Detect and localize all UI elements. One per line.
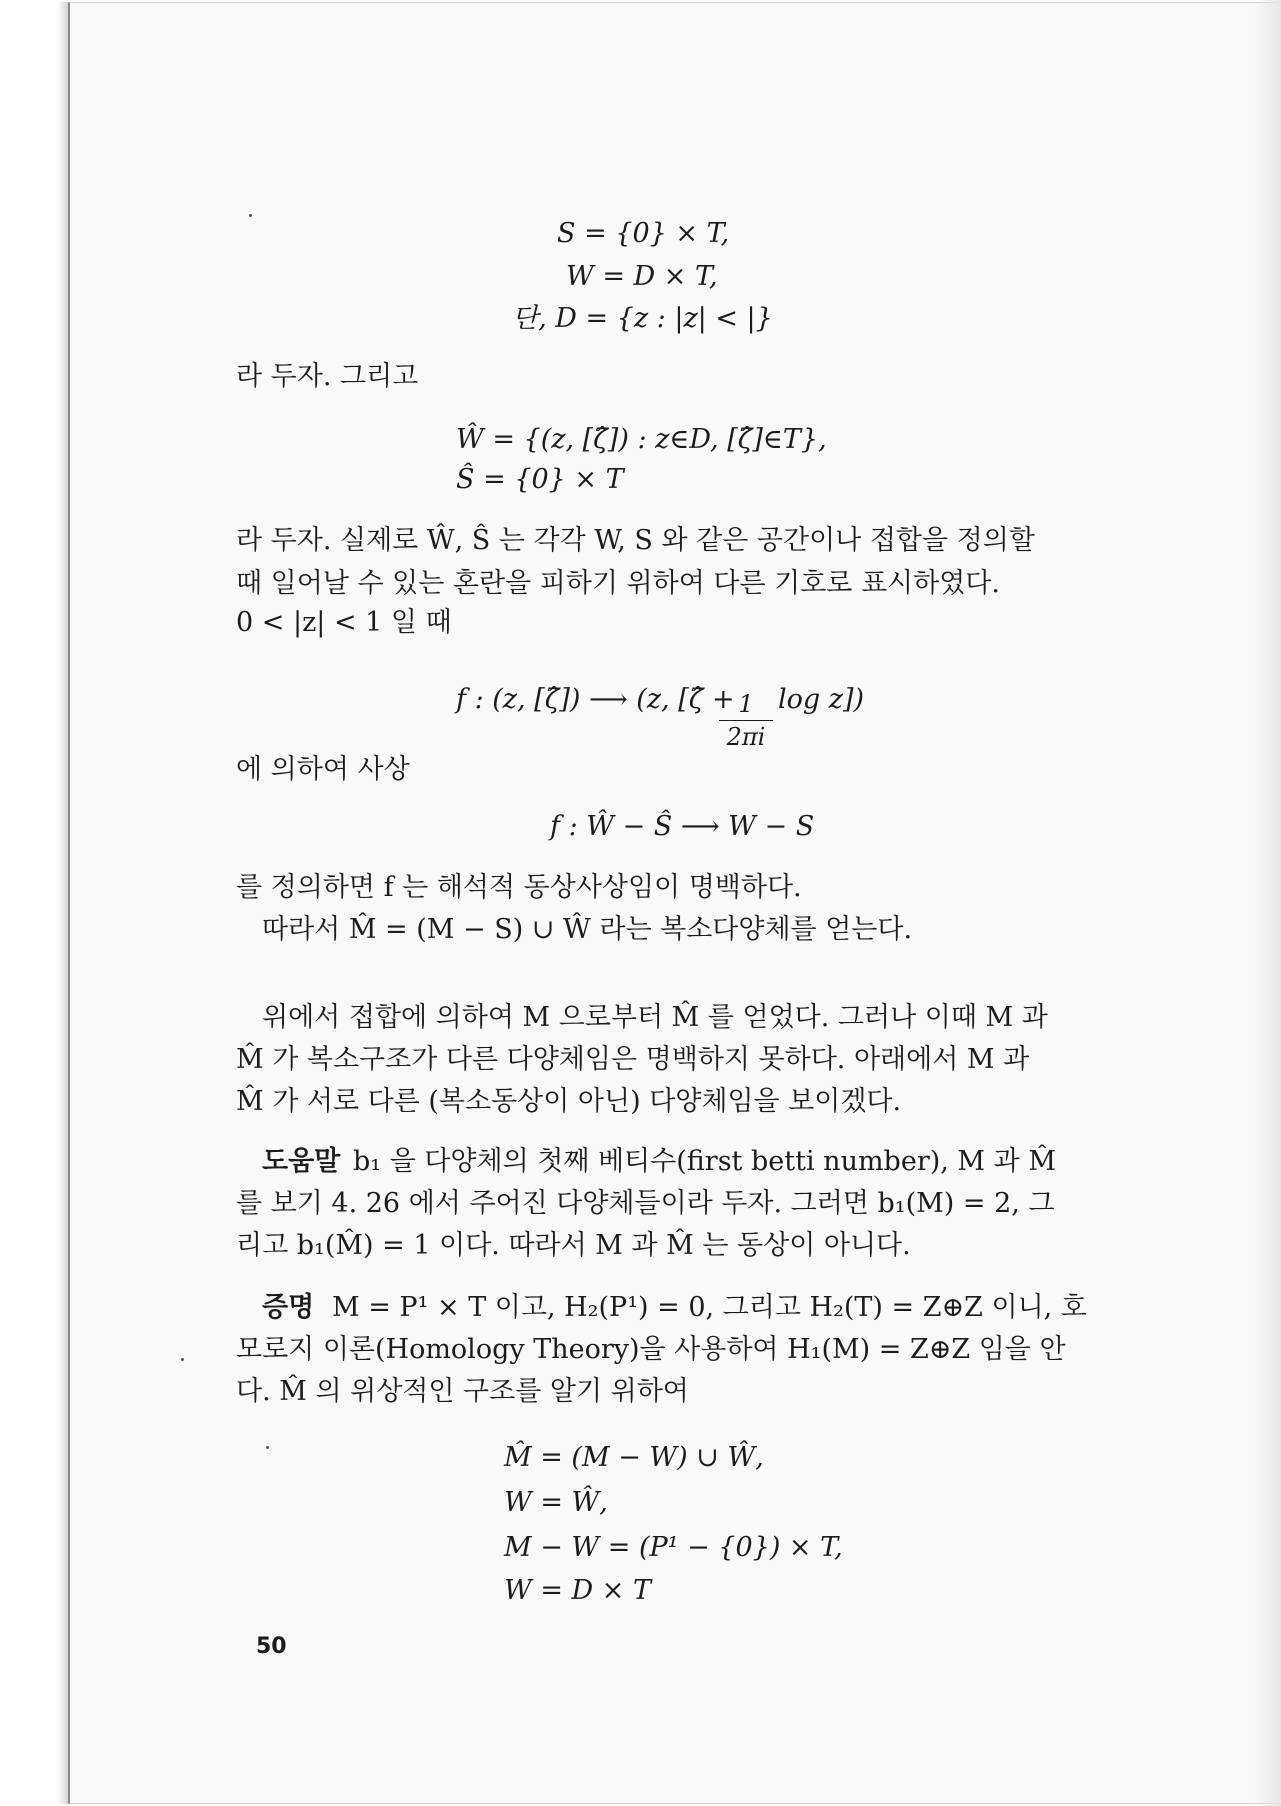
paragraph-line: 0 < |z| < 1 일 때 — [236, 607, 452, 638]
equation-line: W = Ŵ, — [504, 1487, 608, 1518]
equation-line: M̂ = (M − W) ∪ Ŵ, — [504, 1442, 764, 1473]
lemma-title: 도움말 — [262, 1146, 341, 1177]
equation-line: Ŵ = {(z, [ζ̂]) : z∈D, [ζ̂]∈T}, — [456, 424, 827, 455]
equation-line: W = D × T — [504, 1575, 651, 1606]
equation-line: Ŝ = {0} × T — [456, 464, 624, 495]
fraction — [719, 690, 773, 751]
fraction-bar — [719, 720, 773, 721]
paragraph-line: M = P¹ × T 이고, H₂(P¹) = 0, 그리고 H₂(T) = Z⊕Z 이니, 호 — [332, 1292, 1087, 1323]
equation-line: W = D × T, — [566, 261, 718, 292]
paragraph-line: b₁ 을 다양체의 첫째 베티수(first betti number), M 과 M̂ — [353, 1146, 1056, 1177]
speck — [181, 1358, 184, 1361]
speck — [266, 1446, 269, 1449]
paragraph-line: 따라서 M̂ = (M − S) ∪ Ŵ 라는 복소다양체를 얻는다. — [262, 914, 913, 945]
paragraph-line: 다. M̂ 의 위상적인 구조를 알기 위하여 — [236, 1376, 689, 1407]
paragraph-line: 를 정의하면 f 는 해석적 동상사상임이 명백하다. — [236, 872, 802, 903]
paragraph-line: 에 의하여 사상 — [236, 754, 410, 785]
equation-line: S = {0} × T, — [557, 218, 730, 249]
equation-line: M − W = (P¹ − {0}) × T, — [504, 1532, 843, 1563]
paragraph-line: 리고 b₁(M̂) = 1 이다. 따라서 M 과 M̂ 는 동상이 아니다. — [236, 1230, 911, 1261]
proof-title: 증명 — [262, 1292, 315, 1323]
fraction-denominator: 2πi — [726, 723, 766, 751]
equation-line: f : Ŵ − Ŝ ⟶ W − S — [550, 811, 815, 842]
paragraph-line: 때 일어날 수 있는 혼란을 피하기 위하여 다른 기호로 표시하였다. — [236, 568, 1000, 599]
paragraph-line: 라 두자. 실제로 Ŵ, Ŝ 는 각각 W, S 와 같은 공간이나 접합을 정의할 — [236, 525, 1035, 556]
speck — [249, 214, 252, 217]
equation-line: 단, D = {z : |z| < |} — [512, 303, 773, 334]
paragraph-line: 를 보기 4. 26 에서 주어진 다양체들이라 두자. 그러면 b₁(M) = 2, 그 — [236, 1188, 1055, 1219]
fraction-numerator: 1 — [738, 690, 754, 718]
equation-line: f : (z, [ζ̂]) ⟶ (z, [ζ̂ + — [456, 684, 735, 715]
page-shadow — [1255, 0, 1281, 1806]
paragraph-line: M̂ 가 복소구조가 다른 다양체임은 명백하지 못하다. 아래에서 M 과 — [236, 1044, 1030, 1075]
paragraph-line: 라 두자. 그리고 — [236, 361, 419, 392]
page-edge — [0, 2, 68, 1804]
equation-line: log z]) — [778, 684, 865, 715]
paragraph-line: 위에서 접합에 의하여 M 으로부터 M̂ 를 얻었다. 그러나 이때 M 과 — [262, 1002, 1048, 1033]
paragraph-line: M̂ 가 서로 다른 (복소동상이 아닌) 다양체임을 보이겠다. — [236, 1086, 902, 1117]
page-number: 50 — [256, 1634, 287, 1659]
paragraph-line: 모로지 이론(Homology Theory)을 사용하여 H₁(M) = Z⊕Z 임을 안 — [236, 1334, 1066, 1365]
